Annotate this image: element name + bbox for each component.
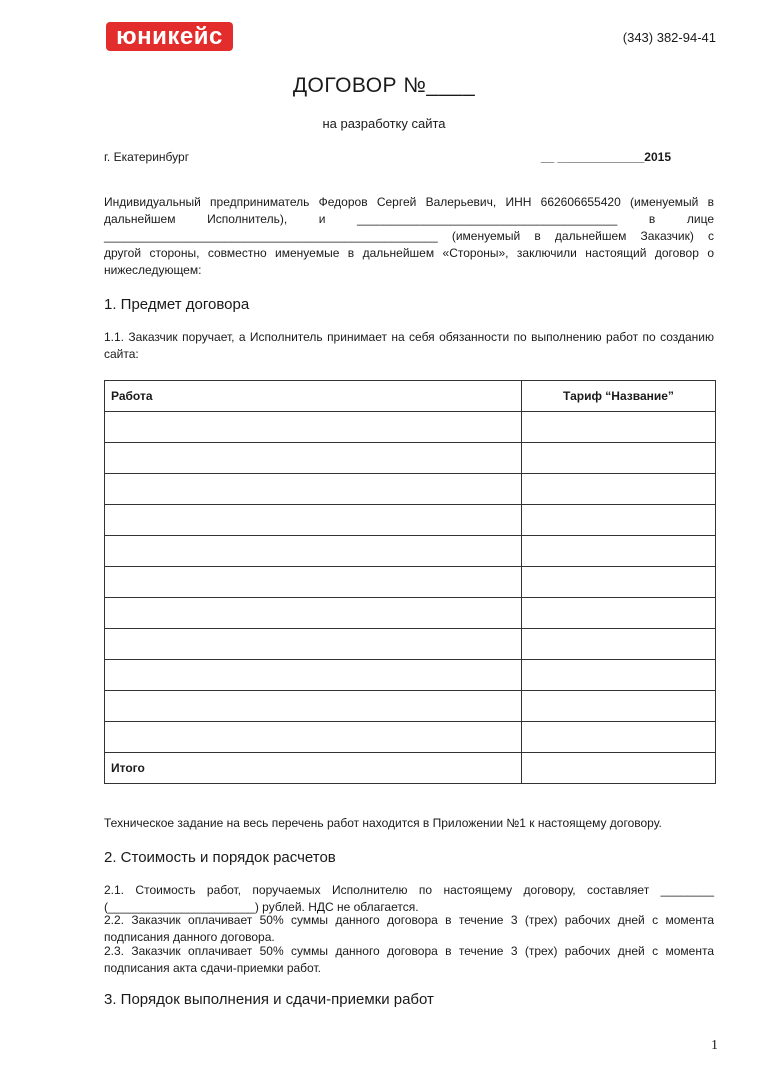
work-cell: [105, 474, 522, 505]
total-row: [105, 753, 716, 784]
table-row: [105, 474, 716, 505]
table-header-work: Работа: [105, 381, 522, 412]
total-value-cell: [522, 753, 716, 784]
page-number: 1: [711, 1038, 718, 1053]
table-row: [105, 505, 716, 536]
works-table: [104, 380, 716, 784]
section-1-1-text: 1.1. Заказчик поручает, а Исполнитель принимает на себя обязанности по выполнению работ по созданию сайта:: [104, 330, 714, 361]
table-row: [105, 691, 716, 722]
contract-date: __ _____________2015: [540, 150, 671, 164]
tariff-cell: [522, 443, 716, 474]
intro-line: другой стороны, совместно именуемые в дальнейшем «Стороны», заключили настоящий договор о: [104, 246, 714, 260]
tech-spec-note: Техническое задание на весь перечень работ находится в Приложении №1 к настоящему договору.: [104, 816, 662, 830]
work-cell: [105, 412, 522, 443]
section-2-3-text: 2.3. Заказчик оплачивает 50% суммы данного договора в течение 3 (трех) рабочих дней с момента подписания акта сдачи-приемки работ.: [104, 944, 714, 975]
tariff-cell: [522, 505, 716, 536]
work-cell: [105, 691, 522, 722]
tariff-cell: [522, 412, 716, 443]
company-logo: юникейс: [106, 22, 233, 51]
tariff-cell: [522, 722, 716, 753]
table-header-tariff: Тариф “Название”: [522, 381, 716, 412]
contract-subtitle: на разработку сайта: [322, 116, 446, 131]
tariff-cell: [522, 598, 716, 629]
table-row: [105, 412, 716, 443]
table-row: [105, 567, 716, 598]
tariff-cell: [522, 660, 716, 691]
table-row: [105, 443, 716, 474]
contract-city: г. Екатеринбург: [104, 150, 190, 164]
section-3-heading: 3. Порядок выполнения и сдачи-приемки работ: [104, 991, 434, 1008]
work-cell: [105, 722, 522, 753]
intro-line: Индивидуальный предприниматель Федоров Сергей Валерьевич, ИНН 662606655420 (именуемый в: [104, 195, 714, 209]
intro-paragraph: [104, 194, 714, 279]
intro-line: дальнейшем Исполнитель), и _______________________________________ в лице: [104, 212, 714, 226]
intro-line: нижеследующем:: [104, 263, 202, 277]
contract-title: ДОГОВОР №____: [292, 74, 476, 97]
table-row: [105, 722, 716, 753]
work-cell: [105, 660, 522, 691]
work-cell: [105, 598, 522, 629]
tariff-cell: [522, 567, 716, 598]
total-label: Итого: [105, 753, 522, 784]
work-cell: [105, 536, 522, 567]
section-2-2-text: 2.2. Заказчик оплачивает 50% суммы данного договора в течение 3 (трех) рабочих дней с момента подписания данного договора.: [104, 913, 714, 944]
table-header-row: [105, 381, 716, 412]
work-cell: [105, 443, 522, 474]
tariff-cell: [522, 691, 716, 722]
tariff-cell: [522, 474, 716, 505]
work-cell: [105, 505, 522, 536]
table-row: [105, 629, 716, 660]
intro-line: __________________________________________________ (именуемый в дальнейшем Заказчик) с: [104, 229, 714, 243]
table-row: [105, 536, 716, 567]
section-2-heading: 2. Стоимость и порядок расчетов: [104, 849, 336, 866]
tariff-cell: [522, 629, 716, 660]
work-cell: [105, 629, 522, 660]
section-1-heading: 1. Предмет договора: [104, 296, 250, 313]
table-row: [105, 598, 716, 629]
section-2-1-text: 2.1. Стоимость работ, поручаемых Исполнителю по настоящему договору, составляет ________ (______________________) рублей. НДС не облагается.: [104, 883, 714, 914]
tariff-cell: [522, 536, 716, 567]
table-row: [105, 660, 716, 691]
phone-number: (343) 382-94-41: [622, 30, 716, 45]
work-cell: [105, 567, 522, 598]
